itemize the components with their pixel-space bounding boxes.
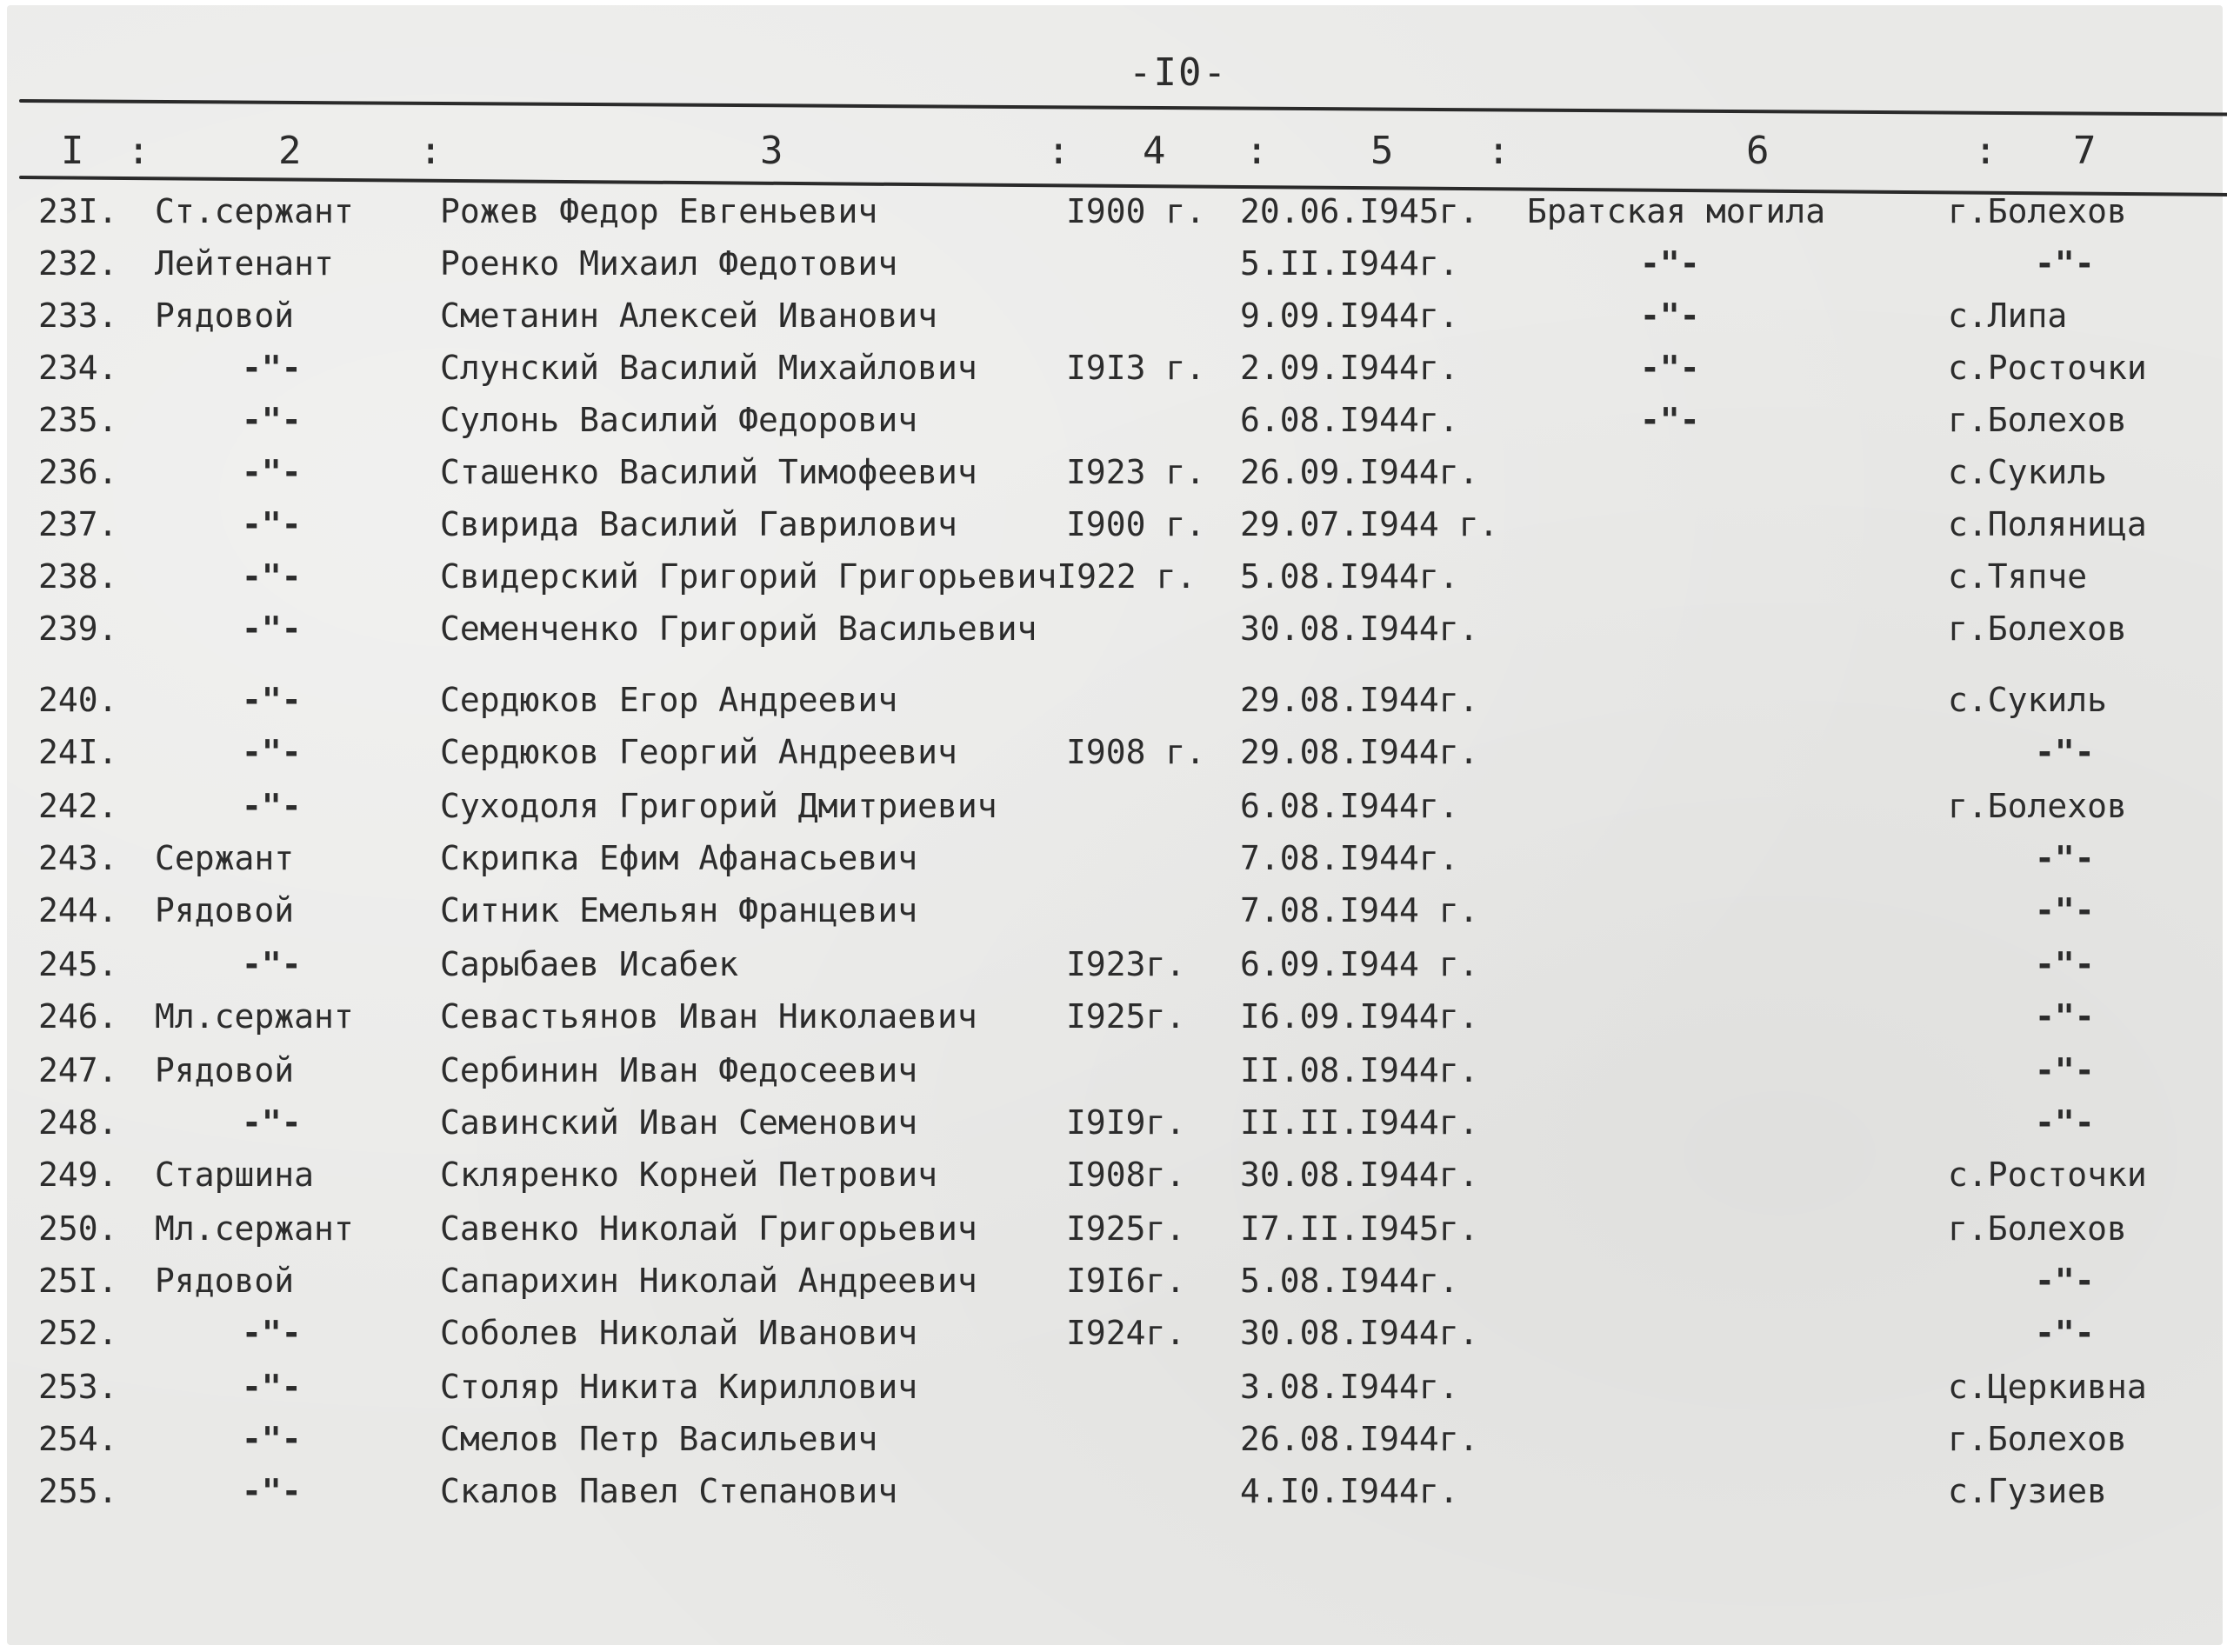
- full-name: Савинский Иван Семенович: [440, 1103, 918, 1142]
- burial-place: -"-: [2035, 1051, 2095, 1089]
- rank: -"-: [242, 453, 302, 491]
- burial-place: с.Гузиев: [1948, 1472, 2108, 1510]
- record-number: 234.: [38, 349, 118, 387]
- record-number: 245.: [38, 945, 118, 983]
- record-number: 25I.: [38, 1262, 118, 1300]
- column-separator: :: [127, 129, 150, 173]
- burial-place: с.Росточки: [1948, 349, 2147, 387]
- death-date: 30.08.I944г.: [1240, 1156, 1479, 1194]
- burial-type: -"-: [1640, 401, 1700, 439]
- full-name: Сердюков Егор Андреевич: [440, 681, 898, 719]
- column-header: 6: [1746, 129, 1770, 173]
- document-sheet: [7, 5, 2223, 1645]
- rank: -"-: [242, 349, 302, 387]
- column-separator: :: [1245, 129, 1269, 173]
- burial-place: -"-: [2035, 891, 2095, 929]
- birth-year: I925г.: [1066, 997, 1186, 1036]
- burial-place: -"-: [2035, 1103, 2095, 1142]
- rank: Рядовой: [155, 891, 295, 929]
- rank: -"-: [242, 1314, 302, 1352]
- full-name: Смелов Петр Васильевич: [440, 1420, 878, 1458]
- death-date: 30.08.I944г.: [1240, 1314, 1479, 1352]
- death-date: 26.08.I944г.: [1240, 1420, 1479, 1458]
- full-name: Скрипка Ефим Афанасьевич: [440, 839, 918, 877]
- burial-place: с.Росточки: [1948, 1156, 2147, 1194]
- column-separator: :: [419, 129, 443, 173]
- rank: -"-: [242, 610, 302, 648]
- record-number: 239.: [38, 610, 118, 648]
- column-header: 7: [2073, 129, 2097, 173]
- record-number: 247.: [38, 1051, 118, 1089]
- burial-type: -"-: [1640, 349, 1700, 387]
- record-number: 23I.: [38, 192, 118, 230]
- death-date: II.08.I944г.: [1240, 1051, 1479, 1089]
- burial-place: -"-: [2035, 945, 2095, 983]
- rank: -"-: [242, 787, 302, 825]
- burial-place: с.Липа: [1948, 296, 2068, 335]
- death-date: I6.09.I944г.: [1240, 997, 1479, 1036]
- birth-year: I923г.: [1066, 945, 1186, 983]
- rank: Рядовой: [155, 1051, 295, 1089]
- record-number: 249.: [38, 1156, 118, 1194]
- burial-type: Братская могила: [1527, 192, 1826, 230]
- record-number: 24I.: [38, 733, 118, 771]
- death-date: 6.08.I944г.: [1240, 401, 1459, 439]
- full-name: Свидерский Григорий ГригорьевичI922 г.: [440, 557, 1197, 596]
- death-date: 29.08.I944г.: [1240, 733, 1479, 771]
- record-number: 244.: [38, 891, 118, 929]
- rank: -"-: [242, 733, 302, 771]
- record-number: 252.: [38, 1314, 118, 1352]
- death-date: 7.08.I944г.: [1240, 839, 1459, 877]
- death-date: II.II.I944г.: [1240, 1103, 1479, 1142]
- burial-place: г.Болехов: [1948, 192, 2127, 230]
- burial-place: -"-: [2035, 244, 2095, 283]
- birth-year: I9I6г.: [1066, 1262, 1186, 1300]
- death-date: 29.07.I944 г.: [1240, 505, 1499, 543]
- record-number: 254.: [38, 1420, 118, 1458]
- burial-place: -"-: [2035, 997, 2095, 1036]
- full-name: Сапарихин Николай Андреевич: [440, 1262, 977, 1300]
- birth-year: I900 г.: [1066, 192, 1206, 230]
- death-date: 9.09.I944г.: [1240, 296, 1459, 335]
- full-name: Роенко Михаил Федотович: [440, 244, 898, 283]
- birth-year: I924г.: [1066, 1314, 1186, 1352]
- death-date: 7.08.I944 г.: [1240, 891, 1479, 929]
- birth-year: I908г.: [1066, 1156, 1186, 1194]
- death-date: 26.09.I944г.: [1240, 453, 1479, 491]
- death-date: 5.08.I944г.: [1240, 557, 1459, 596]
- death-date: 29.08.I944г.: [1240, 681, 1479, 719]
- page-number: -I0-: [1129, 50, 1228, 95]
- death-date: 3.08.I944г.: [1240, 1368, 1459, 1406]
- rank: -"-: [242, 1368, 302, 1406]
- birth-year: I925г.: [1066, 1209, 1186, 1248]
- rank: -"-: [242, 1103, 302, 1142]
- burial-place: -"-: [2035, 733, 2095, 771]
- column-separator: :: [1487, 129, 1510, 173]
- record-number: 238.: [38, 557, 118, 596]
- burial-type: -"-: [1640, 244, 1700, 283]
- full-name: Соболев Николай Иванович: [440, 1314, 918, 1352]
- rank: -"-: [242, 945, 302, 983]
- rank: Ст.сержант: [155, 192, 354, 230]
- death-date: 5.08.I944г.: [1240, 1262, 1459, 1300]
- burial-place: -"-: [2035, 1262, 2095, 1300]
- record-number: 242.: [38, 787, 118, 825]
- burial-place: -"-: [2035, 839, 2095, 877]
- record-number: 237.: [38, 505, 118, 543]
- full-name: Севастьянов Иван Николаевич: [440, 997, 977, 1036]
- rank: -"-: [242, 401, 302, 439]
- burial-place: г.Болехов: [1948, 1420, 2127, 1458]
- records-table: [7, 5, 2223, 1645]
- rank: Рядовой: [155, 1262, 295, 1300]
- column-separator: :: [1047, 129, 1070, 173]
- column-header: I: [61, 129, 84, 173]
- rank: -"-: [242, 505, 302, 543]
- full-name: Свирида Василий Гаврилович: [440, 505, 957, 543]
- birth-year: I9I9г.: [1066, 1103, 1186, 1142]
- burial-place: с.Поляница: [1948, 505, 2147, 543]
- burial-place: с.Церкивна: [1948, 1368, 2147, 1406]
- full-name: Слунский Василий Михайлович: [440, 349, 977, 387]
- full-name: Сташенко Василий Тимофеевич: [440, 453, 977, 491]
- birth-year: I908 г.: [1066, 733, 1206, 771]
- column-header: 2: [278, 129, 302, 173]
- record-number: 248.: [38, 1103, 118, 1142]
- rank: -"-: [242, 1420, 302, 1458]
- death-date: 5.II.I944г.: [1240, 244, 1459, 283]
- full-name: Сметанин Алексей Иванович: [440, 296, 937, 335]
- rank: Мл.сержант: [155, 997, 354, 1036]
- burial-type: -"-: [1640, 296, 1700, 335]
- burial-place: -"-: [2035, 1314, 2095, 1352]
- column-header: 3: [760, 129, 783, 173]
- death-date: 2.09.I944г.: [1240, 349, 1459, 387]
- burial-place: с.Тяпче: [1948, 557, 2088, 596]
- full-name: Савенко Николай Григорьевич: [440, 1209, 977, 1248]
- record-number: 253.: [38, 1368, 118, 1406]
- rank: -"-: [242, 557, 302, 596]
- record-number: 255.: [38, 1472, 118, 1510]
- record-number: 250.: [38, 1209, 118, 1248]
- full-name: Сулонь Василий Федорович: [440, 401, 918, 439]
- burial-place: с.Сукиль: [1948, 681, 2108, 719]
- record-number: 232.: [38, 244, 118, 283]
- burial-place: г.Болехов: [1948, 787, 2127, 825]
- record-number: 233.: [38, 296, 118, 335]
- birth-year: I900 г.: [1066, 505, 1206, 543]
- record-number: 240.: [38, 681, 118, 719]
- rank: Старшина: [155, 1156, 315, 1194]
- burial-place: г.Болехов: [1948, 610, 2127, 648]
- full-name: Суходоля Григорий Дмитриевич: [440, 787, 997, 825]
- full-name: Столяр Никита Кириллович: [440, 1368, 918, 1406]
- full-name: Сербинин Иван Федосеевич: [440, 1051, 918, 1089]
- rank: Лейтенант: [155, 244, 334, 283]
- full-name: Сердюков Георгий Андреевич: [440, 733, 957, 771]
- record-number: 246.: [38, 997, 118, 1036]
- rank: Рядовой: [155, 296, 295, 335]
- column-separator: :: [1974, 129, 1997, 173]
- full-name: Ситник Емельян Францевич: [440, 891, 918, 929]
- death-date: 30.08.I944г.: [1240, 610, 1479, 648]
- full-name: Сарыбаев Исабек: [440, 945, 739, 983]
- rank: -"-: [242, 1472, 302, 1510]
- full-name: Скалов Павел Степанович: [440, 1472, 898, 1510]
- death-date: 6.08.I944г.: [1240, 787, 1459, 825]
- rank: Мл.сержант: [155, 1209, 354, 1248]
- birth-year: I923 г.: [1066, 453, 1206, 491]
- record-number: 243.: [38, 839, 118, 877]
- full-name: Рожев Федор Евгеньевич: [440, 192, 878, 230]
- rank: -"-: [242, 681, 302, 719]
- burial-place: г.Болехов: [1948, 401, 2127, 439]
- death-date: I7.II.I945г.: [1240, 1209, 1479, 1248]
- death-date: 4.I0.I944г.: [1240, 1472, 1459, 1510]
- death-date: 6.09.I944 г.: [1240, 945, 1479, 983]
- record-number: 236.: [38, 453, 118, 491]
- column-header: 4: [1143, 129, 1166, 173]
- full-name: Скляренко Корней Петрович: [440, 1156, 937, 1194]
- death-date: 20.06.I945г.: [1240, 192, 1479, 230]
- burial-place: г.Болехов: [1948, 1209, 2127, 1248]
- burial-place: с.Сукиль: [1948, 453, 2108, 491]
- record-number: 235.: [38, 401, 118, 439]
- birth-year: I9I3 г.: [1066, 349, 1206, 387]
- rank: Сержант: [155, 839, 295, 877]
- full-name: Семенченко Григорий Васильевич: [440, 610, 1037, 648]
- column-header: 5: [1370, 129, 1394, 173]
